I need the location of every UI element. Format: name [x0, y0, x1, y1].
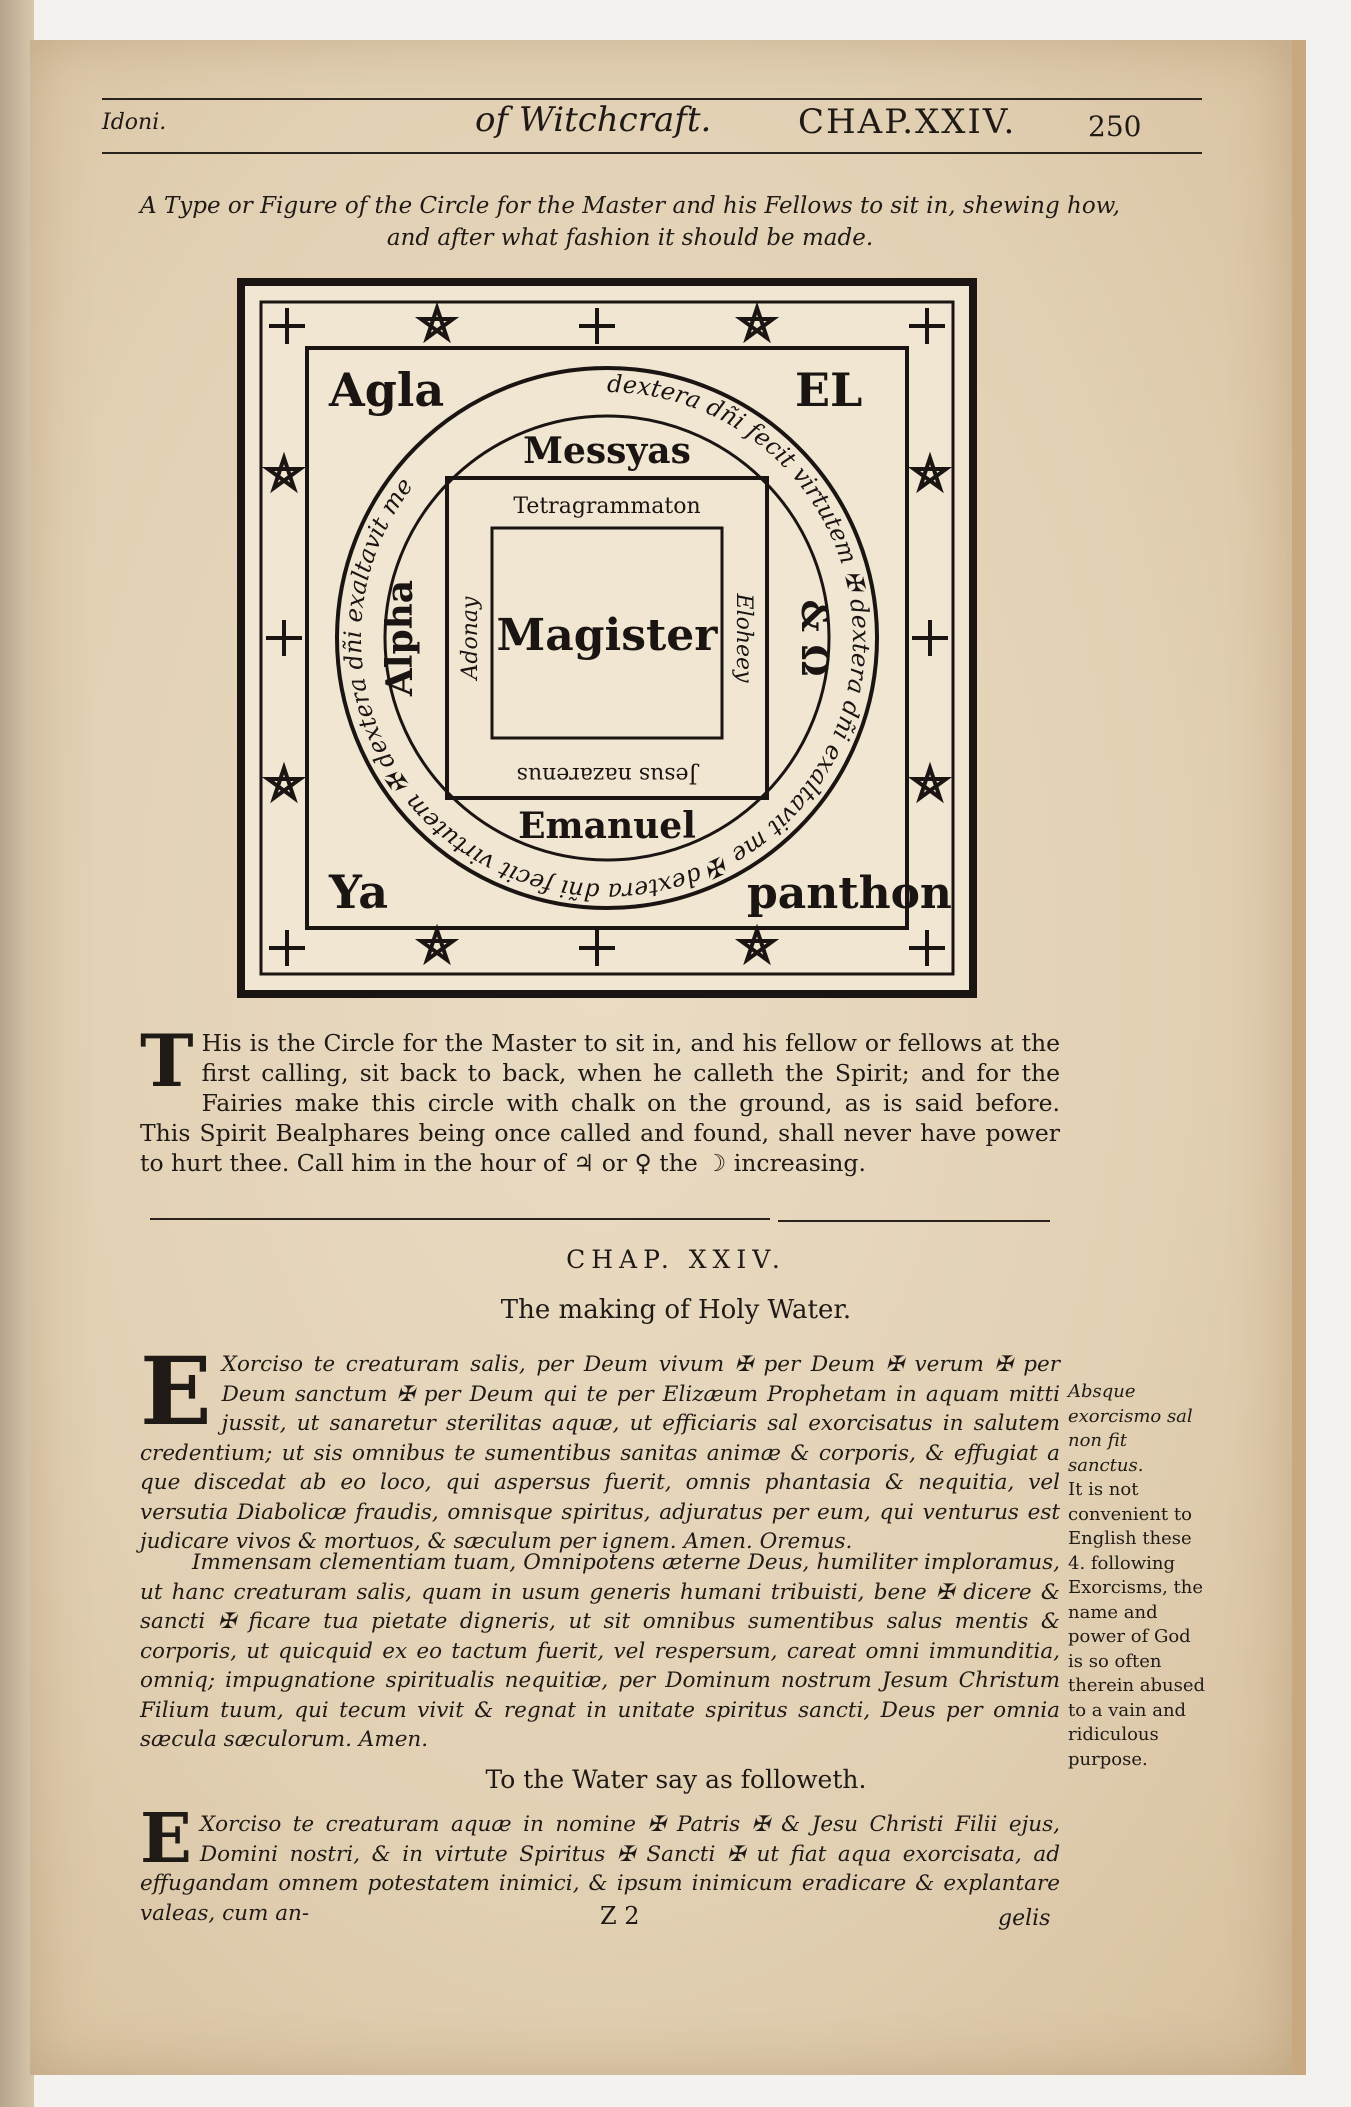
book-page — [30, 40, 1306, 2075]
margin-note-latin: Absque exorcismo sal non fit sanctus. — [1068, 1381, 1193, 1476]
square-word-right: Eloheey — [731, 593, 756, 683]
inner-word-left: Alpha — [379, 579, 421, 697]
section-divider-left — [150, 1218, 770, 1220]
margin-note — [1068, 1380, 1208, 1772]
ring-text: dextera dñi fecit virtutem ✠ dextera dñi exaltavit me ✠ dextera dñi fecit virtutem ✠ dextera dñi exaltavit me — [338, 369, 875, 907]
chapter-subtitle: The making of Holy Water. — [500, 1295, 852, 1325]
header-top-rule — [102, 98, 1202, 100]
header-left: Idoni. — [102, 110, 167, 135]
drop-cap-t: T — [140, 1018, 194, 1103]
circle-description — [140, 1018, 1060, 1178]
signature-mark: Z 2 — [600, 1902, 640, 1930]
catchword: gelis — [998, 1906, 1051, 1931]
water-exorcism-text: Xorciso te creaturam aquæ in nomine ✠ Patris ✠ & Jesu Christi Filii ejus, Domini nostri, & in virtute Spiritus ✠ Sancti ✠ ut fiat aqua exorcisata, ad effugandam omnem potestatem inimici, & ipsum inimicum eradicare & explantare valeas, cum an- — [140, 1812, 1060, 1926]
header-title: of Witchcraft. — [475, 100, 712, 140]
corner-word-top-right: EL — [795, 363, 863, 417]
figure-caption: A Type or Figure of the Circle for the Master and his Fellows to sit in, shewing how, and after what fashion it should be made. — [140, 193, 1120, 251]
square-word-left: Adonay — [458, 596, 483, 680]
salt-prayer: Immensam clementiam tuam, Omnipotens æterne Deus, humiliter imploramus, ut hanc creaturam salis, quam in usum generis humani tribuisti, bene ✠ dicere & sancti ✠ ficare tua pietate digneris, ut sit omnibus sumentibus salus mentis & corporis, ut quicquid ex eo tactum fuerit, vel respersum, careat omni immunditia, omniq; impugnatione spiritualis nequitiæ, per Dominum nostrum Jesum Christum Filium tuum, qui tecum vivit & regnat in unitate spiritus sancti, Deus per omnia sæcula sæculorum. Amen. — [140, 1550, 1060, 1752]
magic-circle-svg — [237, 278, 977, 998]
corner-word-top-left: Agla — [329, 363, 445, 417]
circle-description-text: His is the Circle for the Master to sit in, and his fellow or fellows at the first calling, sit back to back, when he calleth the Spirit; and for the Fairies make this circle with chalk on the ground, as is said before. This Spirit Bealphares being once called and found, shall never have power to hurt thee. Call him in the hour of ♃ or ♀ the ☽ increasing. — [140, 1029, 1060, 1177]
chapter-title: CHAP. XXIV. — [566, 1245, 786, 1274]
drop-cap-e-water: E — [140, 1799, 192, 1879]
magic-circle-figure — [237, 278, 977, 998]
water-heading: To the Water say as followeth. — [485, 1765, 867, 1794]
inner-word-bottom: Emanuel — [518, 805, 696, 847]
margin-note-english: It is not convenient to English these 4. following Exorcisms, the name and power of God is so often therein abused to a vain and ridiculous purpose. — [1068, 1479, 1206, 1770]
drop-cap-e: E — [140, 1337, 212, 1447]
square-word-bottom: Jesus nazarenus — [516, 762, 698, 787]
header-rule — [102, 152, 1202, 154]
square-word-top: Tetragrammaton — [513, 494, 701, 519]
inner-word-top: Messyas — [523, 430, 691, 472]
inner-word-right: & Ω — [793, 599, 835, 677]
salt-exorcism — [140, 1337, 1060, 1557]
corner-word-bottom-right: panthon — [747, 868, 952, 919]
section-divider-right — [778, 1220, 1050, 1222]
header-chapter: CHAP.XXIV. — [798, 102, 1017, 142]
page-number: 250 — [1088, 110, 1142, 143]
salt-exorcism-text: Xorciso te creaturam salis, per Deum vivum ✠ per Deum ✠ verum ✠ per Deum sanctum ✠ per Deum qui te per Elizæum Prophetam in aquam mitti jussit, ut sanaretur sterilitas aquæ, ut efficiaris sal exorcisatus in salutem credentium; ut sis omnibus te sumentibus sanitas animæ & corporis, & effugiat a que discedat ab eo loco, qui aspersus fuerit, omnis phantasia & nequitia, vel versutia Diabolicæ fraudis, omnisque spiritus, adjuratus per eum, qui venturus est judicare vivos & mortuos, & sæculum per ignem. Amen. Oremus. — [140, 1352, 1060, 1554]
book-gutter — [0, 0, 34, 2107]
corner-word-bottom-left: Ya — [329, 865, 389, 919]
center-word: Magister — [496, 610, 718, 661]
